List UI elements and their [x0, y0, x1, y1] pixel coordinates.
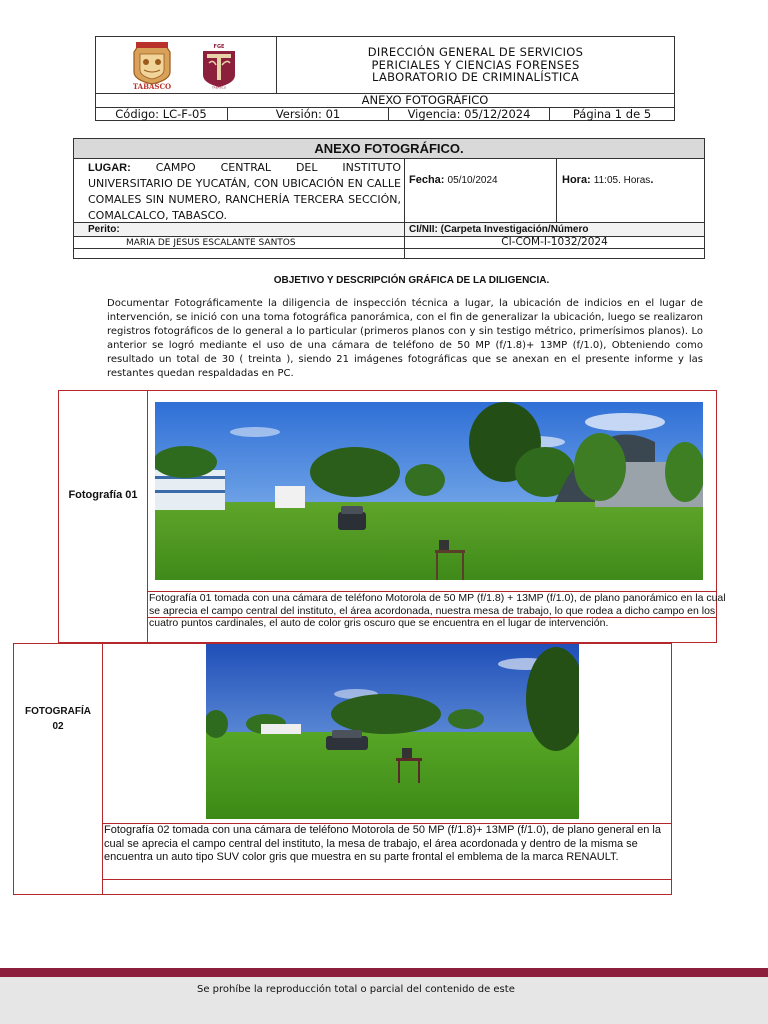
perito-label: Perito: [74, 222, 405, 236]
title-line-3: LABORATORIO DE CRIMINALÍSTICA [371, 70, 580, 84]
panoramic-field-photo [155, 402, 703, 580]
hora-cell [557, 159, 704, 222]
footer-bar [0, 968, 768, 977]
ci-value: CI-COM-I-1032/2024 [405, 236, 704, 258]
institution-titles [277, 37, 674, 93]
fecha-label: Fecha: [409, 174, 445, 186]
logos-cell [96, 37, 277, 93]
fge-logo-icon [197, 41, 241, 89]
hora-suffix: . [650, 174, 654, 186]
hora-label: Hora: [562, 174, 591, 186]
case-info-table [73, 138, 705, 259]
photo-frame-02 [13, 643, 672, 895]
photo-caption-01: Fotografía 01 tomada con una cámara de teléfono Motorola de 50 MP (f/1.8) + 13MP (f/1.0), de plano panorámico en la cual se aprecia el campo central del instituto, el área acordonada, nuestra mesa de trabajo, lo que rodea a dicho campo en los cuatro puntos cardinales, el auto de color gris oscuro que se encuentra en el lugar de intervención. [149, 592, 726, 629]
objective-text: Documentar Fotográficamente la diligencia de inspección técnica a lugar, la ubicación de indicios en el lugar de intervención, se inició con una toma fotográfica panorámica, con el fin de generalizar la ubicación, luego se realizaron registros fotográficos de lo general a lo particular (primeros planos con y sin testigo métrico, primerísimos planos). Lo anterior se logró mediante el uso de una cámara de teléfono de 50 MP (f/1.8)+ 13MP (f/1.0), Obteniendo como resultado un total de 30 ( treinta ), siendo 21 imágenes fotográficas que se anexan en el presente informe y las restantes quedan respaldadas en PC. [107, 298, 703, 379]
photo-caption-02: Fotografía 02 tomada con una cámara de teléfono Motorola de 50 MP (f/1.8)+ 13MP (f/1.0), de plano general en la cual se aprecia el campo central del instituto, la mesa de trabajo, el área acordonada y dentro de la misma se encuentra un auto tipo SUV color gris que muestra en su parte frontal el emblema de la marca RENAULT. [104, 824, 661, 863]
fecha-value: 05/10/2024 [447, 175, 498, 186]
footer [0, 977, 768, 1024]
photo-frame-01 [58, 390, 726, 643]
title-line-2: PERICIALES Y CIENCIAS FORENSES [371, 57, 580, 72]
photo-label-02-line2: 02 [52, 721, 64, 732]
objective-title: OBJETIVO Y DESCRIPCIÓN GRÁFICA DE LA DILIGENCIA. [273, 275, 550, 286]
doc-name: ANEXO FOTOGRÁFICO [96, 93, 674, 107]
ci-label: CI/NII: (Carpeta Investigación/Número [405, 222, 704, 236]
doc-control-row [96, 107, 674, 121]
lugar-value: CAMPO CENTRAL DEL INSTITUTO UNIVERSITARIO DE YUCATÁN, CON UBICACIÓN EN CALLE COMALES SIN NUMERO, RANCHERÍA TERCERA SECCIÓN, COMALCALCO, TABASCO. [88, 161, 401, 222]
document-header [95, 36, 675, 121]
hora-value: 11:05. Horas [593, 175, 651, 186]
footer-text: Se prohíbe la reproducción total o parcial del contenido de este [197, 984, 515, 995]
lugar-label: LUGAR: [88, 162, 131, 174]
doc-validity: Vigencia: 05/12/2024 [407, 107, 531, 121]
fecha-cell [405, 159, 557, 222]
doc-version: Versión: 01 [275, 107, 341, 121]
photo-label-01: Fotografía 01 [59, 391, 148, 642]
tabasco-seal-icon [124, 40, 180, 90]
photo-label-02 [14, 644, 103, 894]
lugar-cell [74, 159, 405, 222]
perito-value: MARIA DE JESUS ESCALANTE SANTOS [74, 236, 405, 258]
info-title: ANEXO FOTOGRÁFICO. [74, 139, 704, 159]
logo-left-text: TABASCO [132, 82, 172, 90]
logo-right-subtext: TABASCO [211, 85, 227, 89]
logo-right-text: FGE [213, 44, 225, 50]
title-line-1: DIRECCIÓN GENERAL DE SERVICIOS [367, 45, 584, 59]
doc-page: Página 1 de 5 [572, 107, 652, 121]
doc-code: Código: LC-F-05 [115, 107, 207, 121]
photo-label-02-line1: FOTOGRAFÍA [25, 706, 91, 717]
general-field-photo [206, 644, 579, 819]
